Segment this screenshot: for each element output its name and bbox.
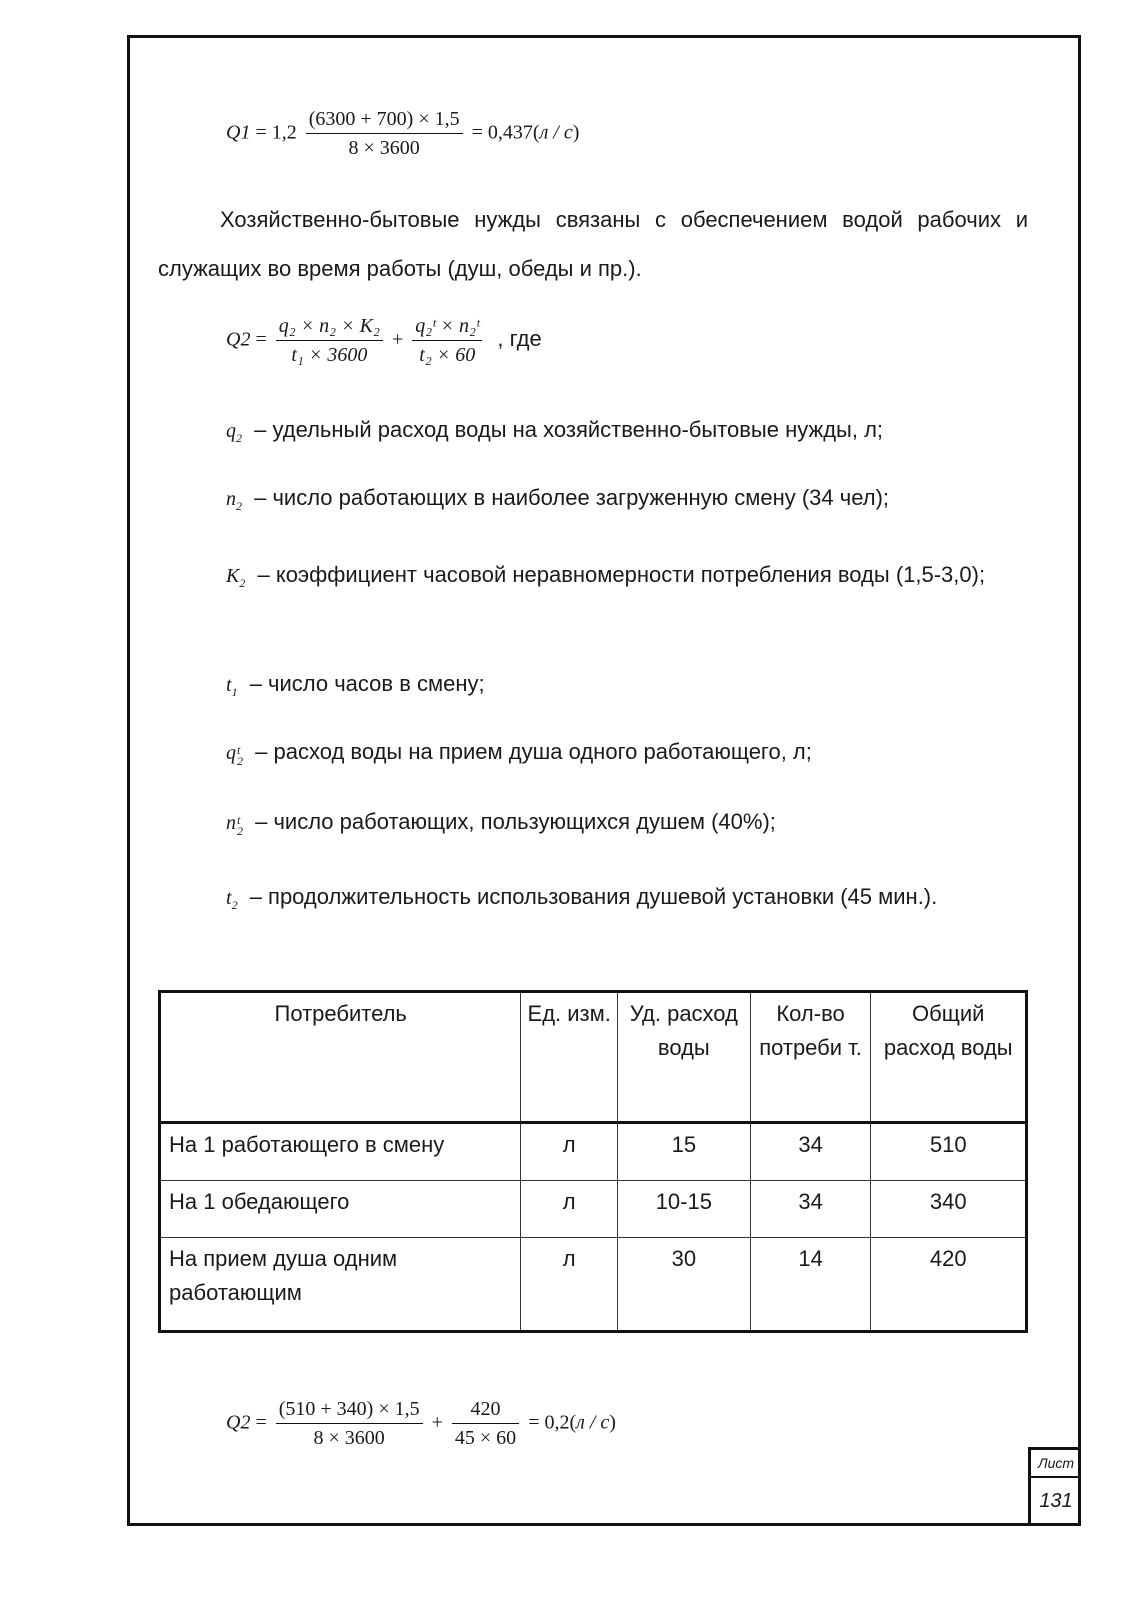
formula-q1-numerator: (6300 + 700) × 1,5 [308, 108, 460, 130]
sheet-label: Лист [1031, 1450, 1081, 1478]
formula-q2-frac1-num: q₂ × n₂ × K₂ [278, 315, 380, 337]
formula-q1-units: л / с [539, 121, 573, 144]
table-cell: 34 [750, 1181, 871, 1238]
table-row [160, 1238, 1027, 1332]
definition-text: – число работающих, пользующихся душем (40%); [255, 809, 776, 834]
formula-q2-calc-frac2-num: 420 [470, 1398, 501, 1420]
formula-q1: Q1 = 1,2 $\frac{(6300 + 700) \times 1,5}{8 \times 3600}$ = 0,437(л / с) [226, 108, 580, 159]
paragraph-household: Хозяйственно-бытовые нужды связаны с обеспечением водой рабочих и служащих во время работы (душ, обеды и пр.). [158, 207, 1028, 281]
formula-q1-coef: 1,2 [271, 121, 297, 144]
sheet-stamp [1028, 1447, 1081, 1526]
definition-text: – продолжительность использования душевой установки (45 мин.). [249, 884, 938, 909]
formula-q1-lhs: Q1 [226, 121, 251, 144]
table-cell: 10-15 [618, 1181, 751, 1238]
table-cell: 340 [871, 1181, 1027, 1238]
formula-q2-calc-fraction-2 [452, 1398, 519, 1450]
formula-q1-close: ) [572, 121, 580, 144]
definition-q2t: q t 2 – расход воды на прием душа одного работающего, л; [226, 739, 812, 768]
definition-text: – коэффициент часовой неравномерности потребления воды (1,5-3,0); [257, 562, 986, 587]
table-cell: 15 [618, 1123, 751, 1181]
table-cell: На 1 обедающего [160, 1181, 521, 1238]
table-header-cell: Ед. изм. [521, 992, 618, 1123]
table-header-row [160, 992, 1027, 1123]
formula-q1-result: = 0,437( [471, 121, 540, 144]
definition-n2: $n_2$ – число работающих в наиболее загруженную смену (34 чел); [226, 485, 890, 513]
formula-q2-calc-frac2-den: 45 × 60 [452, 1423, 519, 1450]
table-cell: 420 [871, 1238, 1027, 1332]
table-header-cell: Потребитель [160, 992, 521, 1123]
formula-q2-calc-lhs: Q2 [226, 1411, 251, 1434]
table-cell: 510 [871, 1123, 1027, 1181]
definition-text: – число работающих в наиболее загруженную смену (34 чел); [254, 485, 890, 510]
table-header-cell: Общий расход воды [871, 992, 1027, 1123]
table-cell: 34 [750, 1123, 871, 1181]
formula-q2-lhs: Q2 [226, 328, 251, 351]
table-header-cell: Уд. расход воды [618, 992, 751, 1123]
table-header-cell: Кол-во потреби т. [750, 992, 871, 1123]
formula-q2-calc: Q2 = $\frac{(510 + 340) \times 1,5}{8 \times 3600}$ + $\frac{420}{45 \times 60}$ = 0,2(л / с) [226, 1398, 616, 1449]
table-cell: 30 [618, 1238, 751, 1332]
table-row [160, 1123, 1027, 1181]
sheet-number: 131 [1039, 1490, 1073, 1512]
table-row [160, 1181, 1027, 1238]
definition-text: – число часов в смену; [249, 671, 485, 696]
table-cell: л [521, 1238, 618, 1332]
table-cell: На прием душа одним работающим [160, 1238, 521, 1332]
definition-q2: $q_2$ – удельный расход воды на хозяйственно-бытовые нужды, л; [226, 417, 884, 445]
water-consumption-table [158, 990, 1028, 1333]
formula-q2-where: , где [497, 325, 542, 351]
formula-q2-calc-frac1-num: (510 + 340) × 1,5 [278, 1398, 420, 1420]
formula-q2-frac2-num: q₂ᵗ × n₂ᵗ [415, 315, 480, 337]
formula-q2-general: Q2 = $\frac{\text{q₂ × n₂ × K₂}}{\text{t₁ × 3600}}$ + $\frac{\text{q₂ᵗ × n₂ᵗ}}{\text{t₂ × 60}}$ , где [226, 315, 542, 366]
table-cell: л [521, 1123, 618, 1181]
definition-t1: $t_1$ – число часов в смену; [226, 671, 485, 699]
formula-q1-denominator: 8 × 3600 [306, 133, 463, 160]
definition-t2: $t_2$ – продолжительность использования душевой установки (45 мин.). [226, 884, 938, 912]
definition-n2t: n t 2 – число работающих, пользующихся душем (40%); [226, 809, 776, 838]
formula-q2-calc-frac1-den: 8 × 3600 [276, 1423, 423, 1450]
table-cell: л [521, 1181, 618, 1238]
formula-q2-calc-fraction-1 [276, 1398, 423, 1450]
definition-k2: $K_2$ – коэффициент часовой неравномерности потребления воды (1,5-3,0); [226, 562, 986, 590]
formula-q2-fraction-2 [412, 315, 482, 367]
formula-q2-calc-units: л / с [576, 1411, 610, 1434]
definition-text: – расход воды на прием душа одного работающего, л; [255, 739, 812, 764]
formula-q2-calc-result: = 0,2( [528, 1411, 577, 1434]
formula-q2-frac1-den: t₁ × 3600 [291, 344, 368, 366]
table-cell: 14 [750, 1238, 871, 1332]
formula-q2-calc-close: ) [609, 1411, 616, 1434]
table-cell: На 1 работающего в смену [160, 1123, 521, 1181]
definition-text: – удельный расход воды на хозяйственно-бытовые нужды, л; [254, 417, 884, 442]
formula-q2-fraction-1 [276, 315, 383, 367]
formula-q2-frac2-den: t₂ × 60 [419, 344, 476, 366]
formula-q1-fraction [306, 108, 463, 160]
